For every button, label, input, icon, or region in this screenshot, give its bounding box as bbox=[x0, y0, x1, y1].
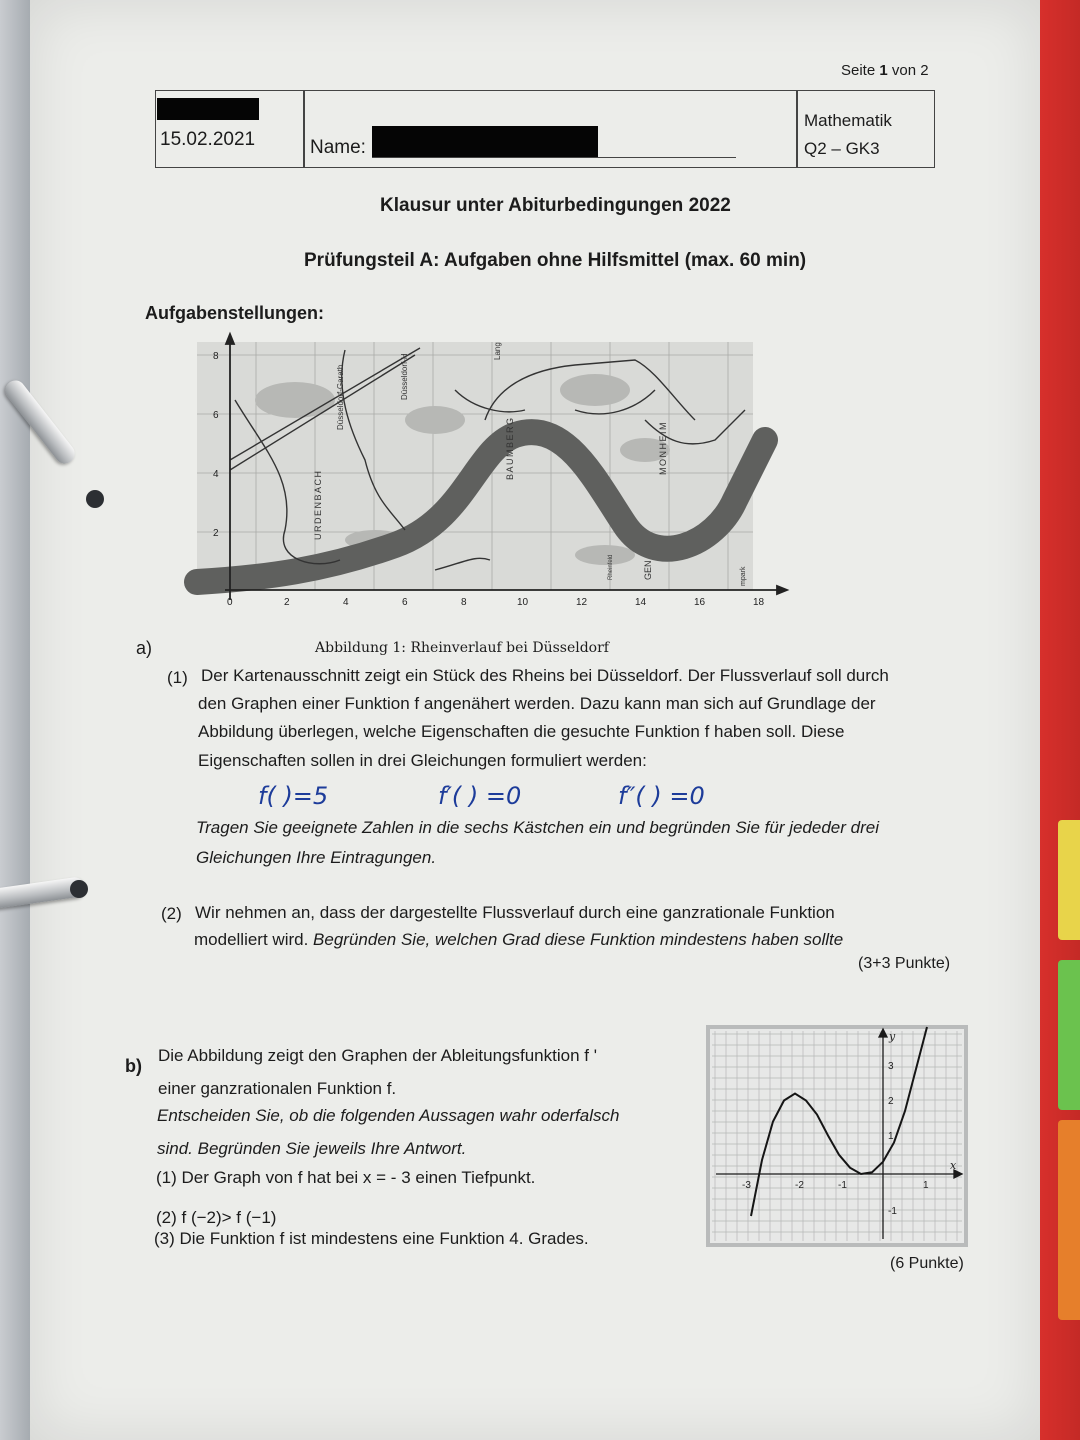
redacted-school bbox=[157, 98, 259, 120]
equation-f: f( )=5 bbox=[258, 782, 329, 810]
equation-f-prime: f′( ) =0 bbox=[438, 782, 522, 810]
map-y-tick: 2 bbox=[213, 528, 219, 539]
task-b-points: (6 Punkte) bbox=[890, 1255, 964, 1272]
exam-title: Klausur unter Abiturbedingungen 2022 bbox=[380, 195, 731, 216]
section-label: Aufgabenstellungen: bbox=[145, 303, 324, 323]
task-a1-instruction-line: Gleichungen Ihre Eintragungen. bbox=[196, 848, 437, 867]
equation-f-double-prime: f″( ) =0 bbox=[618, 782, 705, 810]
derivative-graph bbox=[706, 1025, 968, 1247]
graph-x-tick: 1 bbox=[923, 1180, 929, 1191]
header-divider bbox=[303, 91, 305, 167]
task-a1-instruction-line: Tragen Sie geeignete Zahlen in die sechs Kästchen ein und begründen Sie für jededer drei bbox=[196, 818, 879, 837]
index-tab-orange bbox=[1058, 1120, 1080, 1320]
map-label-rheinfeld: Rheinfeld bbox=[608, 554, 614, 580]
map-x-tick: 12 bbox=[576, 597, 588, 608]
task-a2-number: (2) bbox=[161, 904, 182, 923]
task-a1-text-line: Abbildung überlegen, welche Eigenschaften die gesuchte Funktion f haben soll. Diese bbox=[198, 722, 845, 741]
task-b-text-line: sind. Begründen Sie jeweils Ihre Antwort. bbox=[157, 1139, 467, 1158]
task-b-text-line: Die Abbildung zeigt den Graphen der Ableitungsfunktion f ' bbox=[158, 1046, 597, 1065]
page-number: Seite 1 von 2 bbox=[841, 62, 929, 79]
name-label: Name: bbox=[310, 137, 366, 158]
header-divider bbox=[796, 91, 798, 167]
task-a1-text-line: Eigenschaften sollen in drei Gleichungen formuliert werden: bbox=[198, 751, 647, 770]
index-tab-green bbox=[1058, 960, 1080, 1110]
map-label-baumberg: BAUMBERG bbox=[505, 416, 515, 480]
map-x-tick: 10 bbox=[517, 597, 529, 608]
task-a2-text-part: modelliert wird. bbox=[194, 930, 314, 949]
task-b-statement: (2) f (−2)> f (−1) bbox=[156, 1208, 277, 1227]
map-x-tick: 2 bbox=[284, 597, 290, 608]
map-label-mpark: mpark bbox=[740, 566, 747, 586]
task-a1-number: (1) bbox=[167, 668, 188, 687]
graph-x-tick: -3 bbox=[742, 1180, 751, 1191]
task-a1-text-line: Der Kartenausschnitt zeigt ein Stück des Rheins bei Düsseldorf. Der Flussverlauf soll durch bbox=[201, 666, 889, 685]
exam-subtitle: Prüfungsteil A: Aufgaben ohne Hilfsmittel (max. 60 min) bbox=[304, 250, 807, 271]
map-y-tick: 4 bbox=[213, 469, 219, 480]
graph-y-tick: 2 bbox=[888, 1096, 894, 1107]
graph-y-tick: -1 bbox=[888, 1206, 897, 1217]
graph-x-label: x bbox=[950, 1159, 957, 1172]
map-x-tick: 18 bbox=[753, 597, 765, 608]
task-a2-text-line bbox=[194, 930, 843, 950]
punch-hole bbox=[86, 490, 104, 508]
map-label-lang: Lang bbox=[493, 342, 502, 360]
exam-page bbox=[30, 0, 1040, 1440]
graph-x-tick: -2 bbox=[795, 1180, 804, 1191]
map-x-tick: 14 bbox=[635, 597, 647, 608]
graph-y-label: y bbox=[889, 1030, 896, 1043]
task-b-statement: (3) Die Funktion f ist mindestens eine Funktion 4. Grades. bbox=[154, 1229, 589, 1248]
exam-date: 15.02.2021 bbox=[160, 129, 256, 150]
map-x-tick: 16 bbox=[694, 597, 706, 608]
task-b-statement: (1) Der Graph von f hat bei x = - 3 einen Tiefpunkt. bbox=[156, 1168, 536, 1187]
task-b-text-line: einer ganzrationalen Funktion f. bbox=[158, 1079, 397, 1098]
map-y-tick: 6 bbox=[213, 410, 219, 421]
graph-x-tick: -1 bbox=[838, 1180, 847, 1191]
task-a1-text-line: den Graphen einer Funktion f angenähert werden. Dazu kann man sich auf Grundlage der bbox=[198, 694, 876, 713]
map-x-tick: 0 bbox=[227, 597, 233, 608]
task-a2-text-line: Wir nehmen an, dass der dargestellte Flussverlauf durch eine ganzrationale Funktion bbox=[195, 903, 835, 922]
map-x-tick: 8 bbox=[461, 597, 467, 608]
graph-y-tick: 1 bbox=[888, 1131, 894, 1142]
map-y-tick: 8 bbox=[213, 351, 219, 362]
subject: Mathematik bbox=[804, 111, 892, 130]
map-caption: Abbildung 1: Rheinverlauf bei Düsseldorf bbox=[315, 640, 609, 656]
punch-hole bbox=[70, 880, 88, 898]
index-tab-yellow bbox=[1058, 820, 1080, 940]
map-label-garath: Düsseldorf-Garath bbox=[336, 364, 345, 430]
map-label-gen: GEN bbox=[643, 560, 653, 580]
map-x-tick: 6 bbox=[402, 597, 408, 608]
course: Q2 – GK3 bbox=[804, 139, 880, 158]
derivative-graph-svg bbox=[706, 1025, 968, 1247]
map-x-ticks bbox=[227, 597, 765, 608]
rhine-map bbox=[175, 330, 795, 615]
graph-y-tick: 3 bbox=[888, 1061, 894, 1072]
task-b-label: b) bbox=[125, 1056, 142, 1076]
map-label-monheim: MONHEIM bbox=[658, 421, 668, 475]
task-a2-text-part: Begründen Sie, welchen Grad diese Funktion mindestens haben sollte bbox=[313, 930, 844, 949]
map-label-duesseldorf-h: Düsseldorf-H bbox=[400, 353, 409, 400]
name-underline bbox=[372, 157, 736, 158]
task-b-text-line: Entscheiden Sie, ob die folgenden Aussagen wahr oderfalsch bbox=[157, 1106, 620, 1125]
map-label-urdenbach: URDENBACH bbox=[313, 469, 323, 540]
redacted-name bbox=[372, 126, 598, 158]
task-a-points: (3+3 Punkte) bbox=[858, 955, 951, 972]
map-x-tick: 4 bbox=[343, 597, 349, 608]
map-svg bbox=[175, 330, 795, 615]
task-a-label: a) bbox=[136, 638, 153, 658]
